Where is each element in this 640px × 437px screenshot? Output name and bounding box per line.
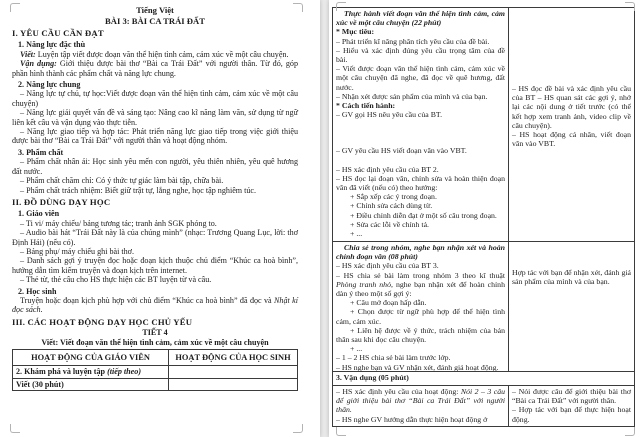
margin-corner-mark	[625, 427, 635, 436]
paragraph	[336, 119, 505, 146]
table-cell	[13, 378, 169, 390]
table-row	[333, 241, 634, 371]
paragraph: Viết: Viết đoạn văn thể hiện tình cảm, cảm xúc về một câu chuyện	[41, 337, 269, 347]
margin-corner-mark	[293, 3, 303, 12]
paragraph: – Năng lực giải quyết vấn đề và sáng tạo: Nâng cao kĩ năng làm văn, sử dụng từ ngữ liên kết câu và vận dụng vào thực tiễn.	[12, 108, 301, 127]
margin-corner-mark	[625, 2, 635, 11]
paragraph: – HS đọc đề bài và xác định yêu cầu của BT – HS quan sát các gợi ý, nhớ lại các nội dung ở tiết trước (có thể kết hợp xem tranh ảnh, video clip về câu chuyện).	[512, 84, 633, 130]
paragraph: – HS đọc lại đoạn văn, chỉnh sửa và hoàn thiện đoạn văn đã viết (nếu có) theo hướng:	[336, 173, 507, 193]
paragraph: + Sắp xếp các ý trong đoạn.	[350, 192, 437, 202]
paragraph: 1. Giáo viên	[18, 209, 60, 219]
paragraph	[512, 243, 631, 268]
paragraph: – Phẩm chất trách nhiệm: Biết giữ trật tự, lắng nghe, học tập nghiêm túc.	[20, 185, 257, 195]
paragraph: – Hiểu và xác định đúng yêu cầu trọng tâm của đề bài.	[336, 45, 507, 65]
paragraph: – Nhận xét được sản phẩm của mình và của bạn.	[336, 91, 488, 101]
paragraph: * Cách tiến hành:	[336, 101, 396, 111]
paragraph: – Danh sách gợi ý truyện đọc hoặc đoạn kịch thuộc chủ điểm “Khúc ca hoà bình”, hướng dẫn tìm kiếm truyện và đoạn kịch trên internet.	[12, 256, 301, 275]
paragraph: – 1 – 2 HS chia sẻ bài làm trước lớp.	[336, 353, 451, 363]
paragraph: I. YÊU CẦU CẦN ĐẠT	[12, 28, 104, 38]
paragraph: Chia sẻ trong nhóm, nghe bạn nhận xét và hoàn chỉnh đoạn văn (08 phút)	[336, 243, 507, 262]
section-heading-cell	[333, 372, 634, 385]
paragraph: – Phẩm chất chăm chỉ: Có ý thức tự giác làm bài tập, chữa bài.	[20, 176, 224, 186]
paragraph: – GV gọi HS nêu yêu cầu của BT.	[336, 110, 443, 120]
student-activities-header: HOẠT ĐỘNG CỦA HỌC SINH	[169, 350, 298, 366]
paragraph: 3. Vận dụng (05 phút)	[336, 373, 409, 382]
table-row-section-span	[333, 371, 634, 385]
student-activity-cell	[509, 242, 634, 371]
teacher-activities-header: HOẠT ĐỘNG CỦA GIÁO VIÊN	[13, 350, 169, 366]
paragraph: + Chọn được từ ngữ phù hợp để thể hiện tình cảm, cảm xúc.	[336, 307, 507, 326]
paragraph: – Thẻ từ, thẻ câu cho HS thực hiện các BT luyện từ và câu.	[20, 275, 212, 285]
paragraph: 2. Khám phá và luyện tập (tiếp theo)	[16, 367, 142, 377]
paragraph: – Phát triển kĩ năng phân tích yêu cầu của đề bài.	[336, 36, 490, 46]
paragraph: + Chỉnh sửa cách dùng từ.	[350, 201, 433, 211]
paragraph: + Điều chỉnh diễn đạt ở một số câu trong đoạn.	[350, 210, 497, 220]
paragraph: – HS chia sẻ bài làm trong nhóm 3 theo kĩ thuật Phòng tranh nhỏ, nghe bạn nhận xét để hoàn chỉnh dàn ý theo một số gợi ý:	[336, 270, 507, 299]
right-page	[329, 0, 640, 437]
paragraph: – HS hoạt động cá nhân, viết đoạn văn vào VBT.	[512, 130, 633, 149]
left-page-content	[0, 0, 320, 391]
margin-corner-mark	[336, 427, 346, 436]
left-page-body	[12, 28, 301, 347]
paragraph: III. CÁC HOẠT ĐỘNG DẠY HỌC CHỦ YẾU	[12, 316, 193, 327]
student-activity-cell	[509, 8, 634, 241]
margin-corner-mark	[336, 2, 346, 11]
student-activity-cell	[509, 386, 634, 426]
paragraph: – Audio bài hát “Trái Đất này là của chúng mình” (nhạc: Trương Quang Lục, lời: thơ Định Hải) (nếu có).	[12, 228, 301, 247]
document-subject: Tiếng Việt	[136, 5, 174, 15]
paragraph	[512, 9, 631, 84]
paragraph: – HS xác định yêu cầu của hoạt động: Nói 2 – 3 câu để giới thiệu bài thơ “Bài ca Trái Đất” với người thân.	[336, 387, 507, 415]
paragraph: – HS xác định yêu cầu của BT 2.	[336, 164, 439, 174]
table-row	[333, 385, 634, 426]
activities-table	[12, 349, 298, 391]
paragraph: Vận dụng: Giới thiệu được bài thơ “Bài ca Trái Đất” với người thân. Từ đó, góp phần hình thành các phẩm chất và năng lực chung.	[12, 59, 301, 78]
paragraph: – HS nghe GV hướng dẫn thực hiện hoạt động ở	[336, 414, 488, 424]
paragraph: + Liên hệ được về ý thức, trách nhiệm của bản thân sau khi đọc câu chuyện.	[336, 325, 507, 345]
paragraph: – GV yêu cầu HS viết đoạn văn vào VBT.	[336, 146, 467, 156]
paragraph: + Câu mở đoạn hấp dẫn.	[350, 298, 427, 308]
paragraph: 3. Phẩm chất	[18, 147, 64, 157]
paragraph: – HS xác định yêu cầu của BT 3.	[336, 261, 439, 271]
paragraph: Hợp tác với bạn để nhận xét, đánh giá sản phẩm của mình và của bạn.	[512, 268, 633, 287]
paragraph: * Mục tiêu:	[336, 27, 375, 37]
paragraph: 2. Học sinh	[18, 286, 57, 296]
margin-corner-mark	[293, 424, 303, 433]
table-header-row	[13, 350, 298, 366]
paragraph: 2. Năng lực chung	[18, 80, 81, 90]
paragraph: + ...	[350, 344, 363, 354]
margin-corner-mark	[10, 3, 20, 12]
paragraph: Viết: Luyện tập viết được đoạn văn thể hiện tình cảm, cảm xúc về một câu chuyện.	[20, 49, 289, 59]
table-cell	[169, 378, 298, 390]
paragraph: 1. Năng lực đặc thù	[18, 40, 86, 50]
activities-table-continued	[332, 7, 635, 427]
paragraph: Thực hành viết đoạn văn thể hiện tình cảm, cảm xúc về một câu chuyện (22 phút)	[336, 9, 507, 28]
paragraph: – Viết được đoạn văn thể hiện tình cảm, cảm xúc về một câu chuyện đã nghe, đã đọc về quê hương, đất nước.	[336, 64, 507, 92]
table-cell	[13, 366, 169, 378]
teacher-activity-cell	[333, 242, 509, 371]
paragraph: – Phẩm chất nhân ái: Học sinh yêu mến con người, yêu thiên nhiên, yêu quê hương đất nước.	[12, 157, 301, 176]
paragraph: Viết (30 phút)	[16, 379, 64, 389]
document-title: BÀI 3: BÀI CA TRÁI ĐẤT	[105, 15, 205, 26]
table-row	[13, 366, 298, 378]
paragraph: Truyện hoặc đoạn kịch phù hợp với chủ điểm “Khúc ca hoà bình” đã đọc và Nhật kí đọc sách.	[12, 295, 301, 315]
paragraph: – Bảng phụ/ máy chiếu ghi bài thơ.	[20, 246, 134, 256]
paragraph: – Năng lực giao tiếp và hợp tác: Phát triển năng lực giao tiếp trong việc giới thiệu được bài thơ “Bài ca Trái Đất” với người thân và hoạt động nhóm.	[12, 127, 301, 146]
margin-corner-mark	[10, 424, 20, 433]
paragraph: + Sửa các lỗi về chính tả.	[350, 219, 429, 229]
paragraph: – Năng lực tự chủ, tự học:Viết được đoạn văn thể hiện tình cảm, cảm xúc về một câu chuyện)	[12, 89, 301, 108]
paragraph: – Nói được câu để giới thiệu bài thơ “Bài ca Trái Đất” với người thân.	[512, 387, 633, 406]
paragraph: II. ĐỒ DÙNG DẠY HỌC	[12, 196, 111, 207]
paragraph: – HS nghe bạn và GV nhận xét, đánh giá hoạt động.	[336, 362, 499, 371]
paragraph: TIẾT 4	[142, 328, 168, 338]
paragraph: + ...	[350, 229, 363, 239]
paragraph: – Ti vi/ máy chiếu/ bảng tương tác; tranh ảnh SGK phóng to.	[20, 218, 217, 228]
paragraph: – Hợp tác với bạn để thực hiện hoạt động.	[512, 405, 633, 424]
teacher-activity-cell	[333, 8, 509, 241]
table-row	[13, 378, 298, 390]
table-row	[333, 8, 634, 241]
teacher-activity-cell	[333, 386, 509, 426]
paragraph	[336, 156, 505, 165]
table-cell	[169, 366, 298, 378]
